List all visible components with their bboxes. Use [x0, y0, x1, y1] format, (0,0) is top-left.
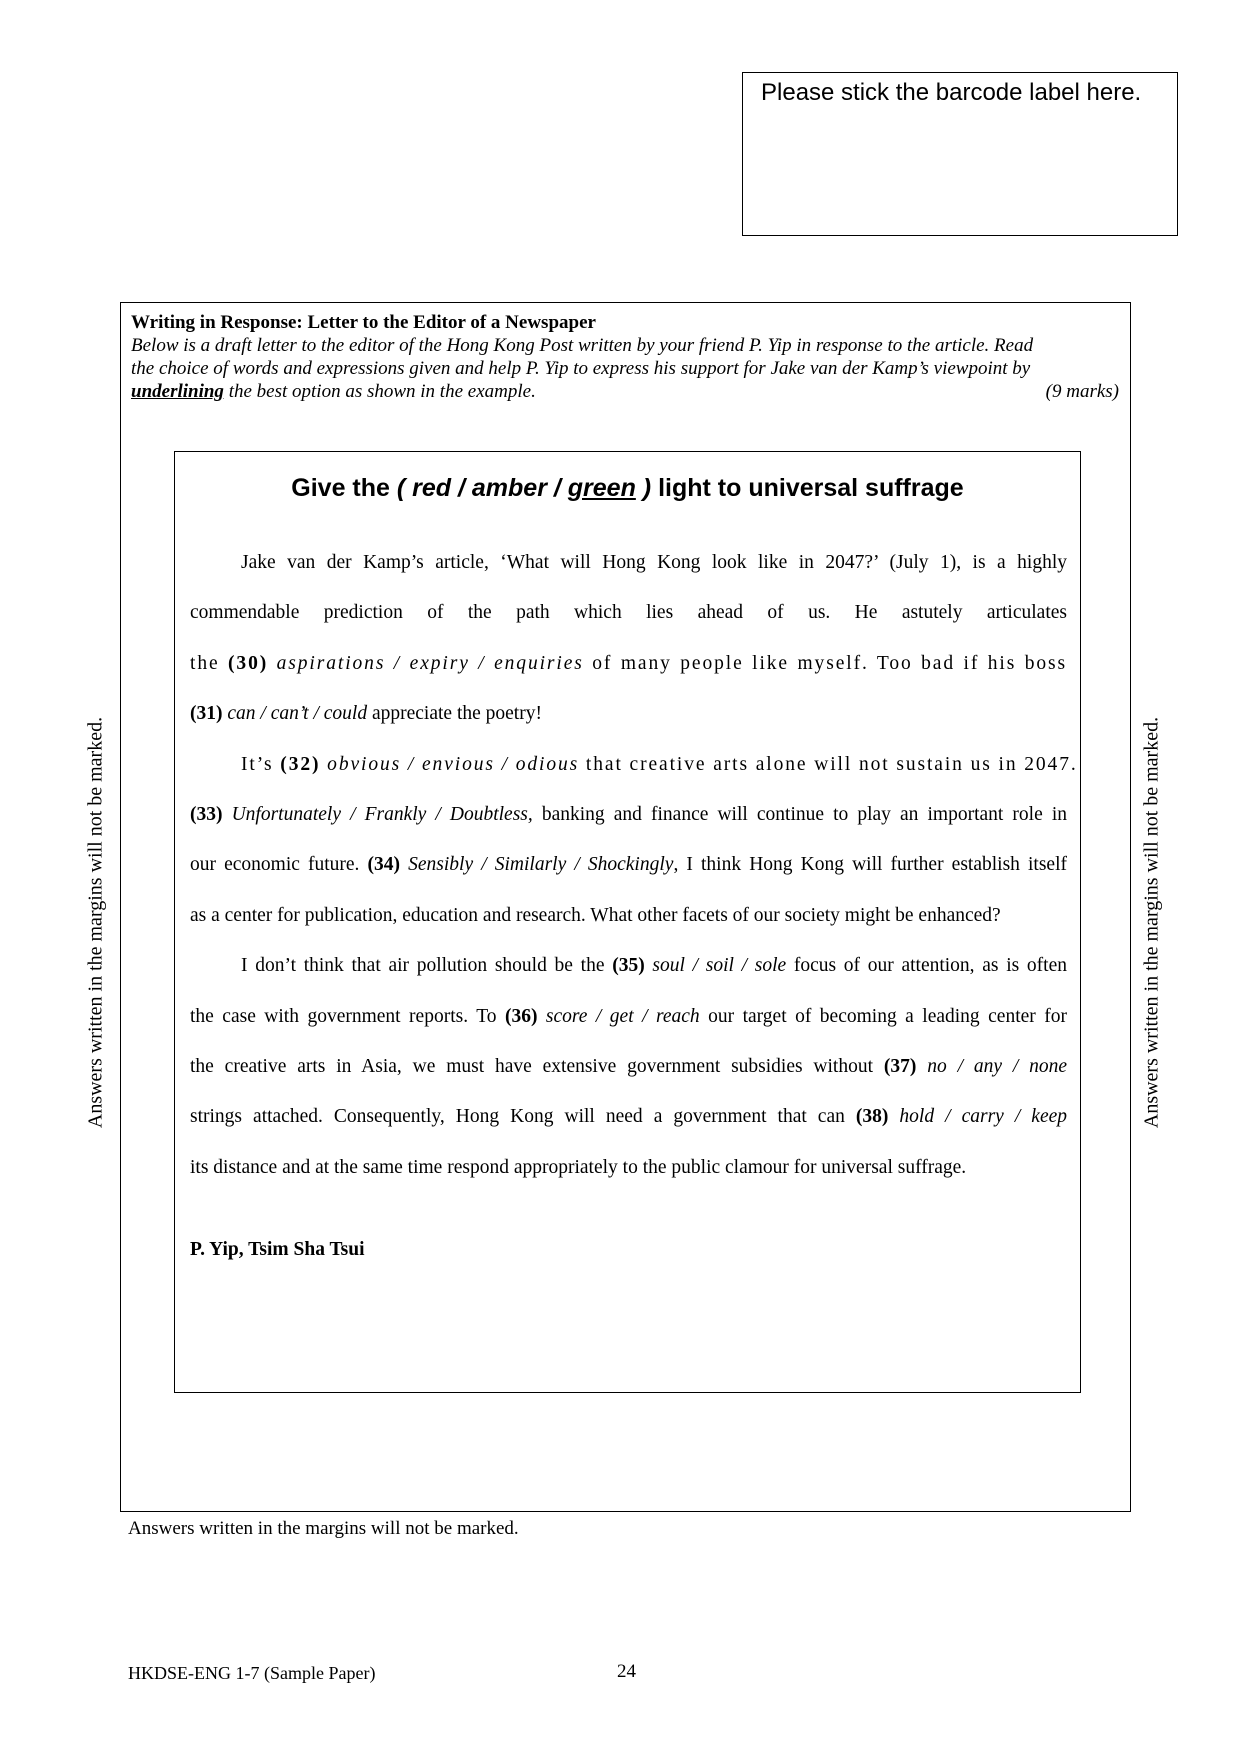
instructions-title: Writing in Response: Letter to the Editor of a Newspaper [131, 312, 596, 333]
question-number-37: (37) [883, 1056, 917, 1078]
letter-line: I don’t think that air pollution should be the (35) soul / soil / sole focus of our attention, as is often [241, 955, 1067, 977]
letter-line: the creative arts in Asia, we must have extensive government subsidies without (37) no / any / none [190, 1056, 1067, 1078]
title-options: ( red / amber / [396, 474, 568, 502]
question-37-options[interactable]: no / any / none [916, 1056, 1067, 1078]
question-31-options[interactable]: can / can’t / could [222, 703, 368, 725]
marks-allocation: (9 marks) [1045, 381, 1119, 402]
letter-line: It’s (32) obvious / envious / odious that creative arts alone will not sustain us in 2047. [241, 753, 1078, 775]
question-30-options[interactable]: aspirations / expiry / enquiries [268, 652, 584, 674]
letter-line: Jake van der Kamp’s article, ‘What will Hong Kong look like in 2047?’ (July 1), is a highly [241, 552, 1067, 573]
question-number-30: (30) [228, 652, 269, 674]
letter-box [174, 451, 1081, 1393]
question-number-35: (35) [612, 955, 645, 977]
page-number: 24 [617, 1661, 636, 1682]
letter-title-end: light to universal suffrage [651, 474, 964, 502]
question-33-options[interactable]: Unfortunately / Frankly / Doubtless, [222, 804, 533, 826]
letter-line: (33) Unfortunately / Frankly / Doubtless, banking and finance will continue to play an important role in [190, 804, 1067, 826]
bottom-margin-note: Answers written in the margins will not be marked. [128, 1518, 519, 1539]
instructions-line-3-text: the best option as shown in the example. [223, 381, 536, 402]
question-35-options[interactable]: soul / soil / sole [644, 955, 787, 977]
instructions-line-2: the choice of words and expressions given and help P. Yip to express his support for Jake van der Kamp’s viewpoint by [131, 358, 1031, 379]
letter-title [175, 474, 1080, 503]
instructions [131, 311, 1119, 403]
question-36-options[interactable]: score / get / reach [537, 1005, 700, 1027]
question-number-31: (31) [190, 703, 223, 725]
question-32-options[interactable]: obvious / envious / odious [320, 753, 580, 775]
letter-body [190, 538, 1078, 1193]
barcode-label-box [742, 72, 1178, 236]
letter-signature: P. Yip, Tsim Sha Tsui [190, 1239, 365, 1260]
letter-line: the case with government reports. To (36) score / get / reach our target of becoming a leading center for [190, 1005, 1067, 1027]
letter-line: our economic future. (34) Sensibly / Similarly / Shockingly, I think Hong Kong will further establish itself [190, 854, 1067, 876]
instructions-line-3 [131, 380, 1119, 403]
question-number-36: (36) [504, 1005, 538, 1027]
paper-code: HKDSE-ENG 1-7 (Sample Paper) [128, 1663, 376, 1683]
letter-line: its distance and at the same time respond appropriately to the public clamour for universal suffrage. [190, 1156, 967, 1178]
barcode-instruction: Please stick the barcode label here. [761, 79, 1142, 106]
question-box [120, 302, 1131, 1512]
letter-line: the (30) aspirations / expiry / enquiries of many people like myself. Too bad if his boss [190, 652, 1067, 674]
title-options-close: ) [635, 474, 652, 502]
question-number-34: (34) [367, 854, 401, 876]
letter-line: as a center for publication, education and research. What other facets of our society might be enhanced? [190, 904, 1001, 926]
title-selected-option[interactable]: green [567, 474, 636, 502]
question-number-38: (38) [855, 1106, 889, 1128]
letter-title-start: Give the [291, 474, 397, 502]
instructions-line-1: Below is a draft letter to the editor of the Hong Kong Post written by your friend P. Yip in response to the article. Read [131, 335, 1034, 356]
question-34-options[interactable]: Sensibly / Similarly / Shockingly [400, 854, 674, 876]
question-number-32: (32) [280, 753, 321, 775]
question-number-33: (33) [190, 804, 223, 826]
right-margin-note: Answers written in the margins will not be marked. [1140, 716, 1163, 1129]
letter-line: (31) can / can’t / could appreciate the poetry! [190, 703, 542, 725]
letter-line: commendable prediction of the path which lies ahead of us. He astutely articulates [190, 602, 1067, 624]
question-38-options[interactable]: hold / carry / keep [888, 1106, 1067, 1128]
letter-line: strings attached. Consequently, Hong Kong will need a government that can (38) hold / carry / keep [190, 1106, 1067, 1128]
underlining-example: underlining [131, 381, 224, 402]
left-margin-note: Answers written in the margins will not be marked. [84, 716, 107, 1129]
